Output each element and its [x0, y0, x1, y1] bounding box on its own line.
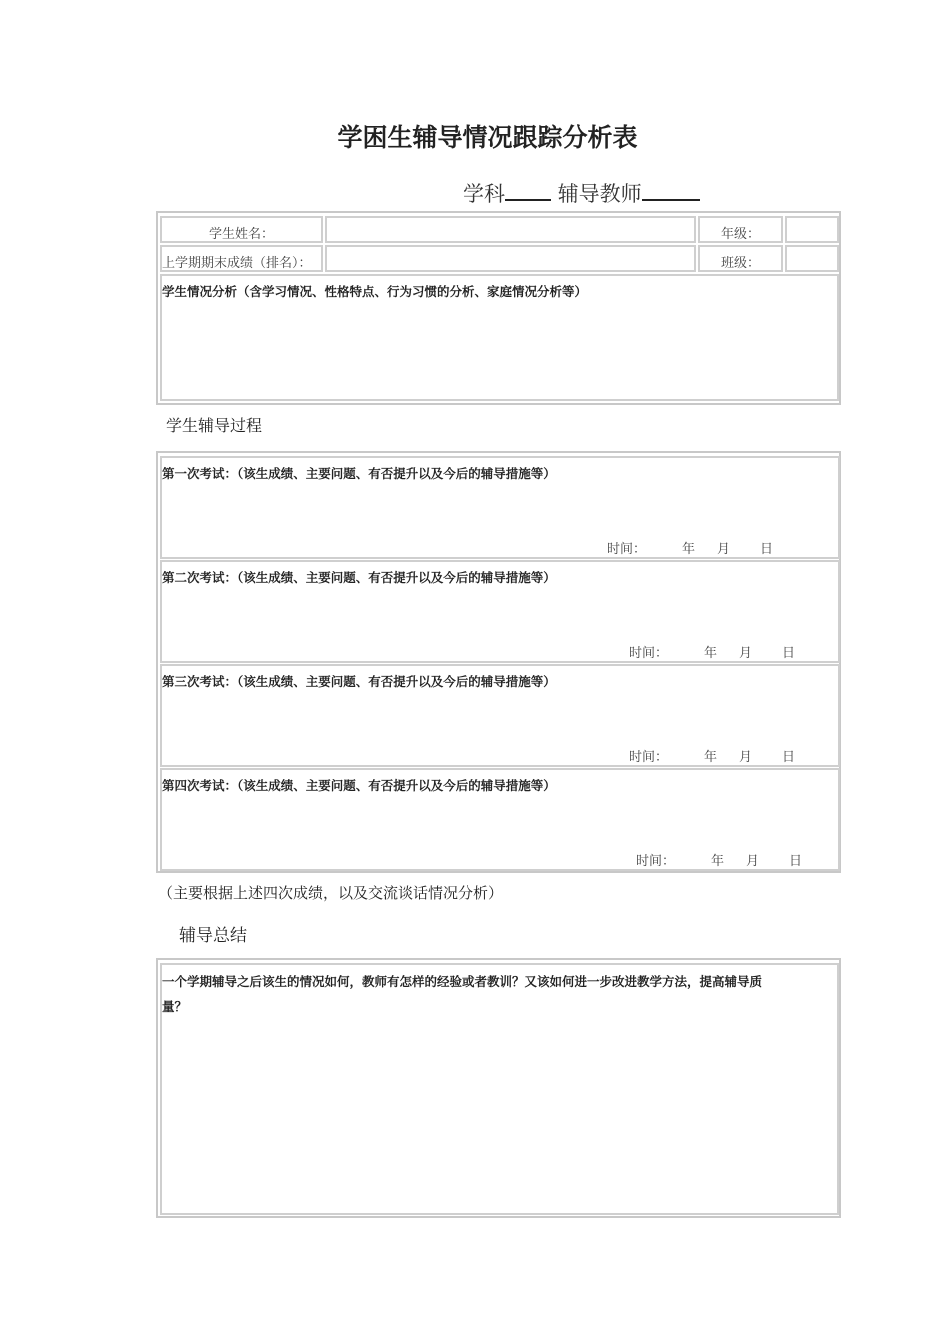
exam-3-label: 第三次考试：（该生成绩、主要问题、有否提升以及今后的辅导措施等） [162, 674, 556, 689]
teacher-blank[interactable] [642, 179, 700, 201]
page-title: 学困生辅导情况跟踪分析表 [337, 123, 638, 152]
exam-3-month: 月 [739, 750, 753, 765]
student-name-label: 学生姓名： [208, 227, 274, 242]
exam-4-date [636, 850, 802, 869]
summary-heading: 辅导总结 [179, 926, 247, 946]
subject-label: 学科 [463, 182, 505, 206]
exam-1-label: 第一次考试：（该生成绩、主要问题、有否提升以及今后的辅导措施等） [162, 466, 556, 481]
student-analysis-cell[interactable] [160, 274, 839, 401]
exam-4-cell[interactable] [160, 768, 840, 871]
exam-4-time-label: 时间： [636, 854, 676, 869]
exam-2-time-label: 时间： [629, 646, 669, 661]
summary-table [156, 958, 841, 1218]
exam-process-table [156, 451, 841, 873]
exam-3-cell[interactable] [160, 664, 840, 767]
exam-2-label: 第二次考试：（该生成绩、主要问题、有否提升以及今后的辅导措施等） [162, 570, 556, 585]
student-name-field[interactable] [325, 216, 696, 243]
class-field[interactable] [785, 245, 839, 272]
subject-blank[interactable] [505, 179, 551, 201]
analysis-note: （主要根据上述四次成绩，以及交流谈话情况分析） [158, 884, 504, 902]
last-term-score-field[interactable] [325, 245, 696, 272]
exam-1-day: 日 [760, 542, 774, 557]
exam-1-time-label: 时间： [607, 542, 647, 557]
exam-1-year: 年 [682, 542, 696, 557]
grade-field[interactable] [785, 216, 839, 243]
exam-1-month: 月 [717, 542, 731, 557]
exam-4-day: 日 [789, 854, 803, 869]
summary-cell[interactable] [160, 963, 839, 1215]
exam-2-month: 月 [739, 646, 753, 661]
class-label-cell [698, 245, 783, 272]
exam-2-date [629, 642, 795, 661]
exam-1-date [607, 538, 773, 557]
exam-3-date [629, 746, 795, 765]
exam-2-cell[interactable] [160, 560, 840, 663]
exam-4-month: 月 [746, 854, 760, 869]
exam-2-day: 日 [782, 646, 796, 661]
class-label: 班级： [720, 256, 760, 271]
student-analysis-label: 学生情况分析（含学习情况、性格特点、行为习惯的分析、家庭情况分析等） [162, 284, 588, 299]
exam-3-time-label: 时间： [629, 750, 669, 765]
teacher-label: 辅导教师 [557, 182, 642, 206]
last-term-score-label-cell [160, 245, 323, 272]
student-info-table [156, 211, 841, 405]
subject-teacher-line [463, 178, 700, 208]
student-name-label-cell [160, 216, 323, 243]
grade-label: 年级： [720, 227, 760, 242]
exam-2-year: 年 [704, 646, 718, 661]
exam-4-label: 第四次考试：（该生成绩、主要问题、有否提升以及今后的辅导措施等） [162, 778, 556, 793]
summary-prompt-line-1: 一个学期辅导之后该生的情况如何，教师有怎样的经验或者教训？又该如何进一步改进教学方法，提高辅导质 [162, 974, 763, 989]
exam-1-cell[interactable] [160, 456, 840, 559]
summary-prompt-line-2: 量？ [162, 999, 188, 1014]
last-term-score-label: 上学期期末成绩（排名）： [162, 256, 312, 271]
exam-3-year: 年 [704, 750, 718, 765]
exam-3-day: 日 [782, 750, 796, 765]
process-heading: 学生辅导过程 [166, 416, 263, 435]
grade-label-cell [698, 216, 783, 243]
exam-4-year: 年 [711, 854, 725, 869]
